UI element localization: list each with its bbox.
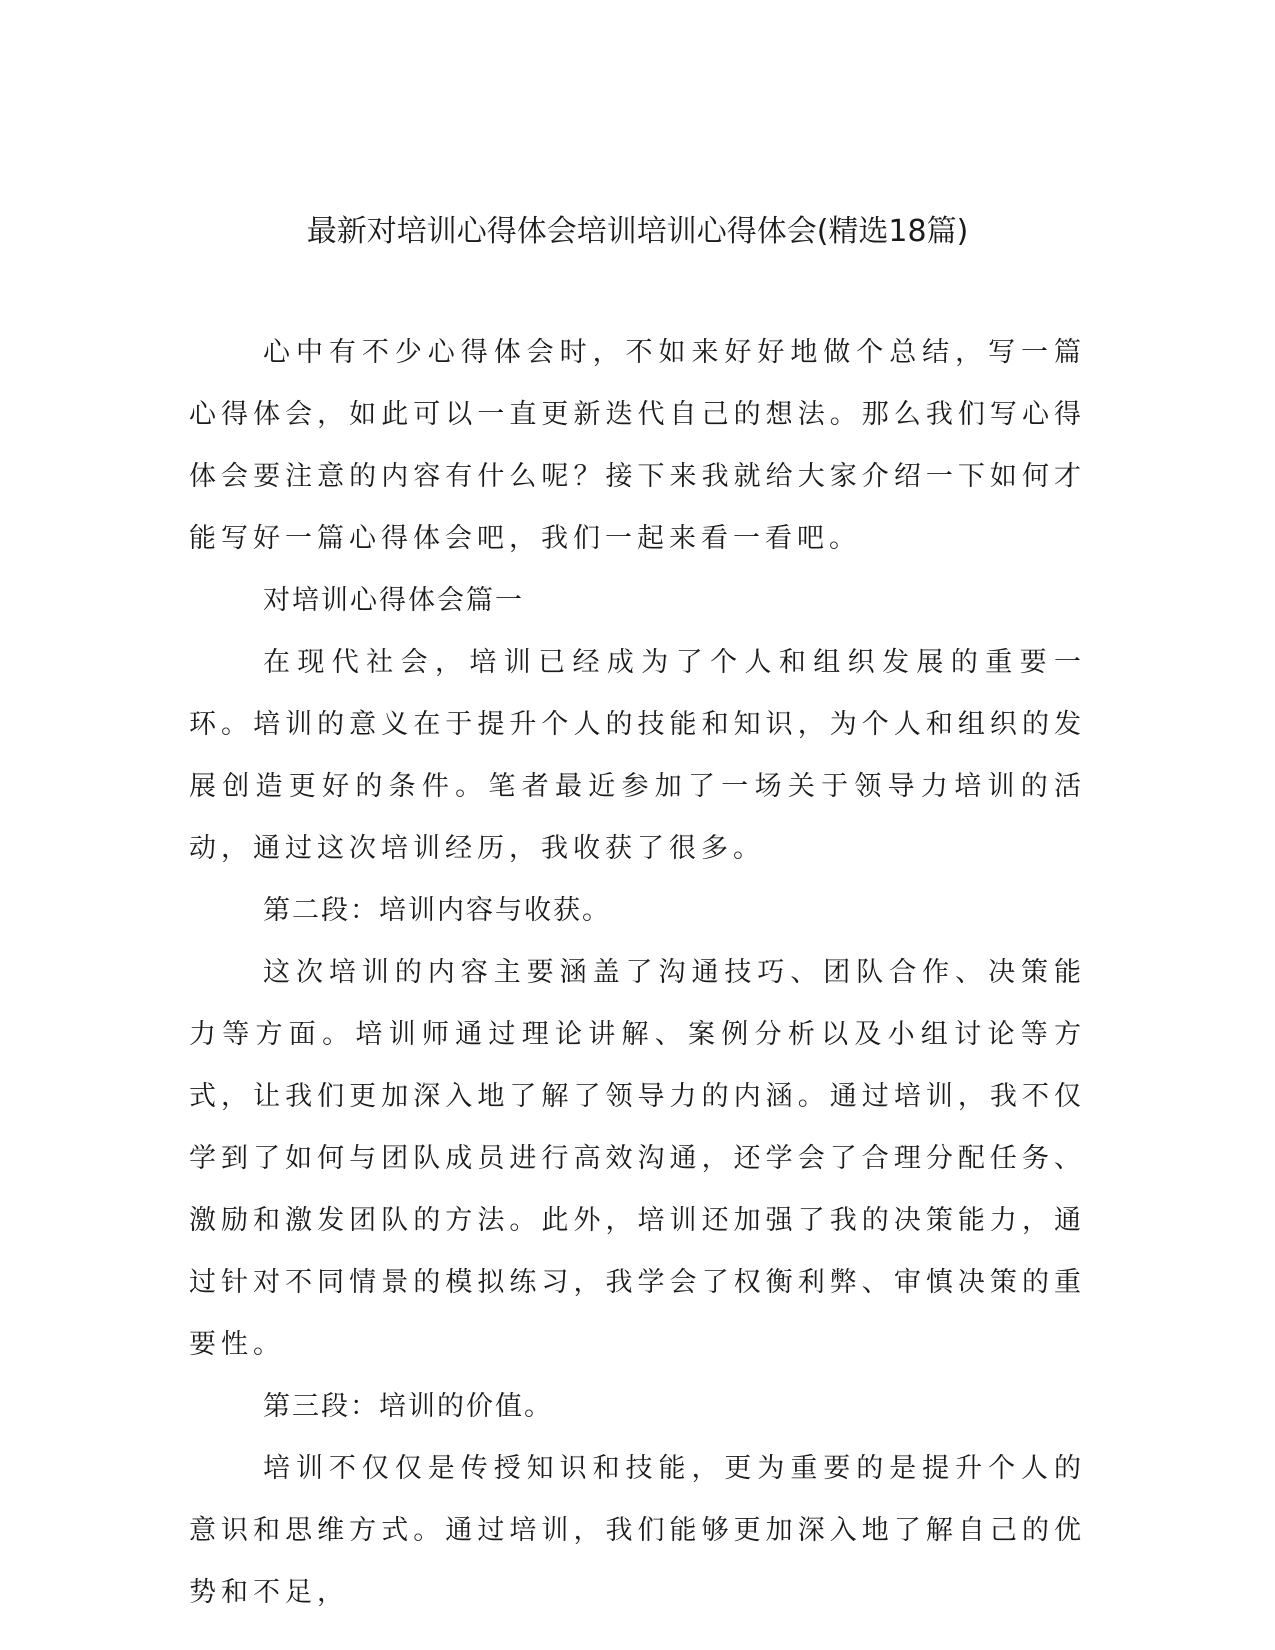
section-3-heading: 第三段：培训的价值。 bbox=[263, 1391, 553, 1422]
document-body bbox=[189, 322, 1086, 1624]
section-1-heading: 对培训心得体会篇一 bbox=[263, 585, 524, 616]
section-2-paragraph: 这次培训的内容主要涵盖了沟通技巧、团队合作、决策能力等方面。培训师通过理论讲解、案例分析以及小组讨论等方式，让我们更加深入地了解了领导力的内涵。通过培训，我不仅学到了如何与团队成员进行高效沟通，还学会了合理分配任务、激励和激发团队的方法。此外，培训还加强了我的决策能力，通过针对不同情景的模拟练习，我学会了权衡利弊、审慎决策的重要性。 bbox=[189, 957, 1086, 1360]
intro-paragraph: 心中有不少心得体会时，不如来好好地做个总结，写一篇心得体会，如此可以一直更新迭代自己的想法。那么我们写心得体会要注意的内容有什么呢？接下来我就给大家介绍一下如何才能写好一篇心得体会吧，我们一起来看一看吧。 bbox=[189, 337, 1086, 554]
section-2-heading: 第二段：培训内容与收获。 bbox=[263, 895, 611, 926]
section-1-paragraph: 在现代社会，培训已经成为了个人和组织发展的重要一环。培训的意义在于提升个人的技能和知识，为个人和组织的发展创造更好的条件。笔者最近参加了一场关于领导力培训的活动，通过这次培训经历，我收获了很多。 bbox=[189, 647, 1086, 864]
document-title: 最新对培训心得体会培训培训心得体会(精选18篇) bbox=[306, 214, 969, 249]
section-3-paragraph: 培训不仅仅是传授知识和技能，更为重要的是提升个人的意识和思维方式。通过培训，我们能够更加深入地了解自己的优势和不足， bbox=[189, 1453, 1086, 1608]
